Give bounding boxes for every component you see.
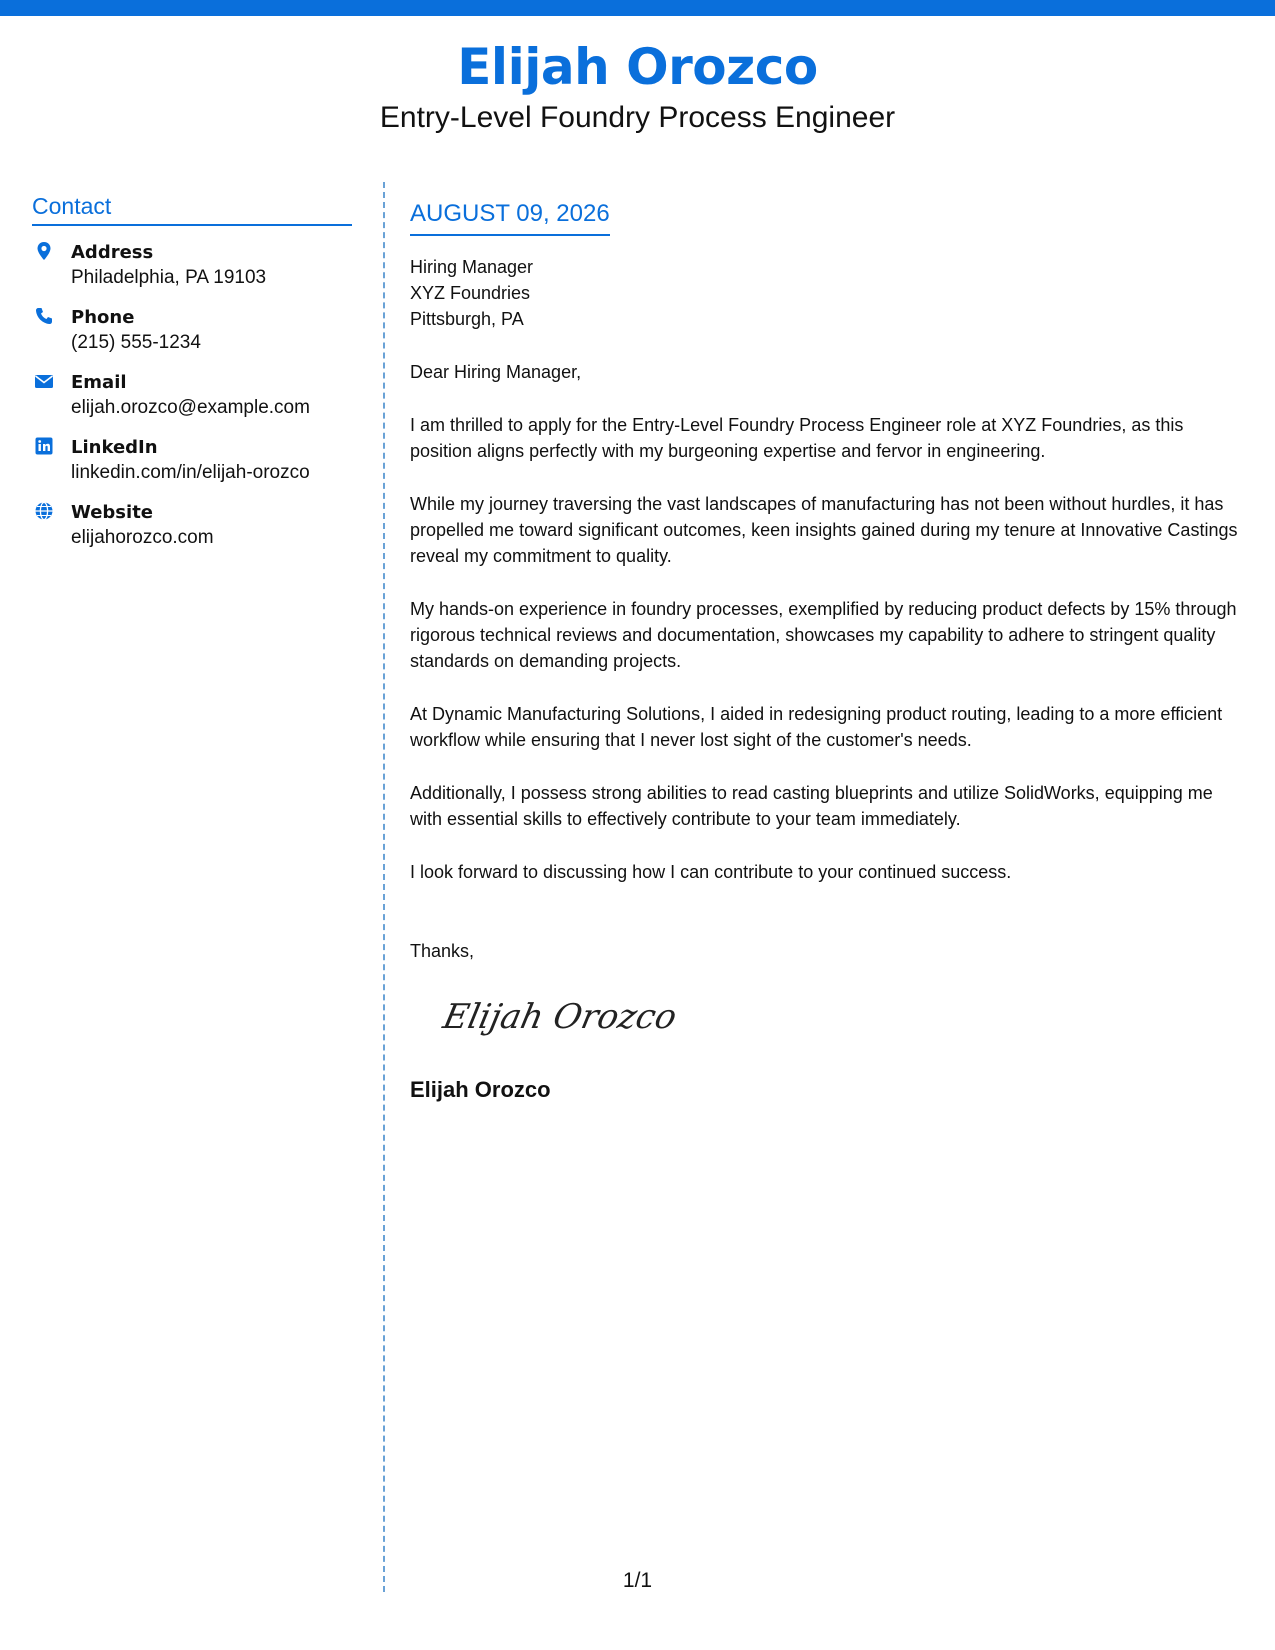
closing: Thanks, xyxy=(410,941,475,961)
contact-label: Address xyxy=(71,242,154,263)
contact-phone xyxy=(32,305,352,355)
letter-body xyxy=(410,198,1240,1103)
contact-address xyxy=(32,240,352,290)
job-title: Entry-Level Foundry Process Engineer xyxy=(379,101,896,134)
map-pin-icon xyxy=(34,241,54,261)
letter-paragraph: My hands-on experience in foundry processes, exemplified by reducing product defects by 15% through rigorous technical reviews and documentation, showcases my capability to adhere to stringent quality standards on demanding projects. xyxy=(410,599,1237,671)
handwritten-signature xyxy=(438,988,688,1048)
contact-heading: Contact xyxy=(32,193,352,226)
linkedin-icon xyxy=(34,436,54,456)
contact-label: LinkedIn xyxy=(71,437,158,458)
letter-date: AUGUST 09, 2026 xyxy=(410,198,610,236)
page-number: 1/1 xyxy=(622,1569,653,1592)
letter-paragraph: I am thrilled to apply for the Entry-Level Foundry Process Engineer role at XYZ Foundries, as this position aligns perfectly with my burgeoning expertise and fervor in engineering. xyxy=(410,415,1184,461)
recipient-line: Pittsburgh, PA xyxy=(410,309,524,329)
contact-label: Phone xyxy=(71,307,135,328)
contact-value[interactable]: elijahorozco.com xyxy=(71,527,214,548)
column-divider xyxy=(383,182,385,1592)
letter-paragraph: At Dynamic Manufacturing Solutions, I aided in redesigning product routing, leading to a more efficient workflow while ensuring that I never lost sight of the customer's needs. xyxy=(410,704,1223,750)
contact-value[interactable]: elijah.orozco@example.com xyxy=(71,397,310,418)
recipient-line: XYZ Foundries xyxy=(410,283,531,303)
contact-value: (215) 555-1234 xyxy=(71,332,201,353)
recipient-line: Hiring Manager xyxy=(410,257,534,277)
phone-icon xyxy=(34,306,54,326)
page-header xyxy=(0,40,1275,135)
contact-label: Email xyxy=(71,372,127,393)
letter-paragraph: I look forward to discussing how I can contribute to your continued success. xyxy=(410,862,1012,882)
contact-website xyxy=(32,500,352,550)
letter-paragraph: Additionally, I possess strong abilities to read casting blueprints and utilize SolidWorks, equipping me with essential skills to effectively contribute to your team immediately. xyxy=(410,783,1213,829)
globe-icon xyxy=(34,501,54,521)
contact-sidebar xyxy=(32,193,352,565)
envelope-icon xyxy=(34,371,54,391)
contact-email xyxy=(32,370,352,420)
salutation: Dear Hiring Manager, xyxy=(410,362,582,382)
applicant-name: Elijah Orozco xyxy=(457,38,818,96)
signer-name: Elijah Orozco xyxy=(410,1077,551,1102)
recipient-block xyxy=(410,254,1240,332)
letter-paragraph: While my journey traversing the vast landscapes of manufacturing has not been without hurdles, it has propelled me toward significant outcomes, keen insights gained during my tenure at Innovative Castings reveal my commitment to quality. xyxy=(410,494,1238,566)
top-accent-bar xyxy=(0,0,1275,16)
contact-linkedin xyxy=(32,435,352,485)
contact-value: Philadelphia, PA 19103 xyxy=(71,267,267,288)
contact-label: Website xyxy=(71,502,154,523)
svg-text:Elijah Orozco: Elijah Orozco xyxy=(439,997,681,1037)
contact-value[interactable]: linkedin.com/in/elijah-orozco xyxy=(71,462,310,483)
